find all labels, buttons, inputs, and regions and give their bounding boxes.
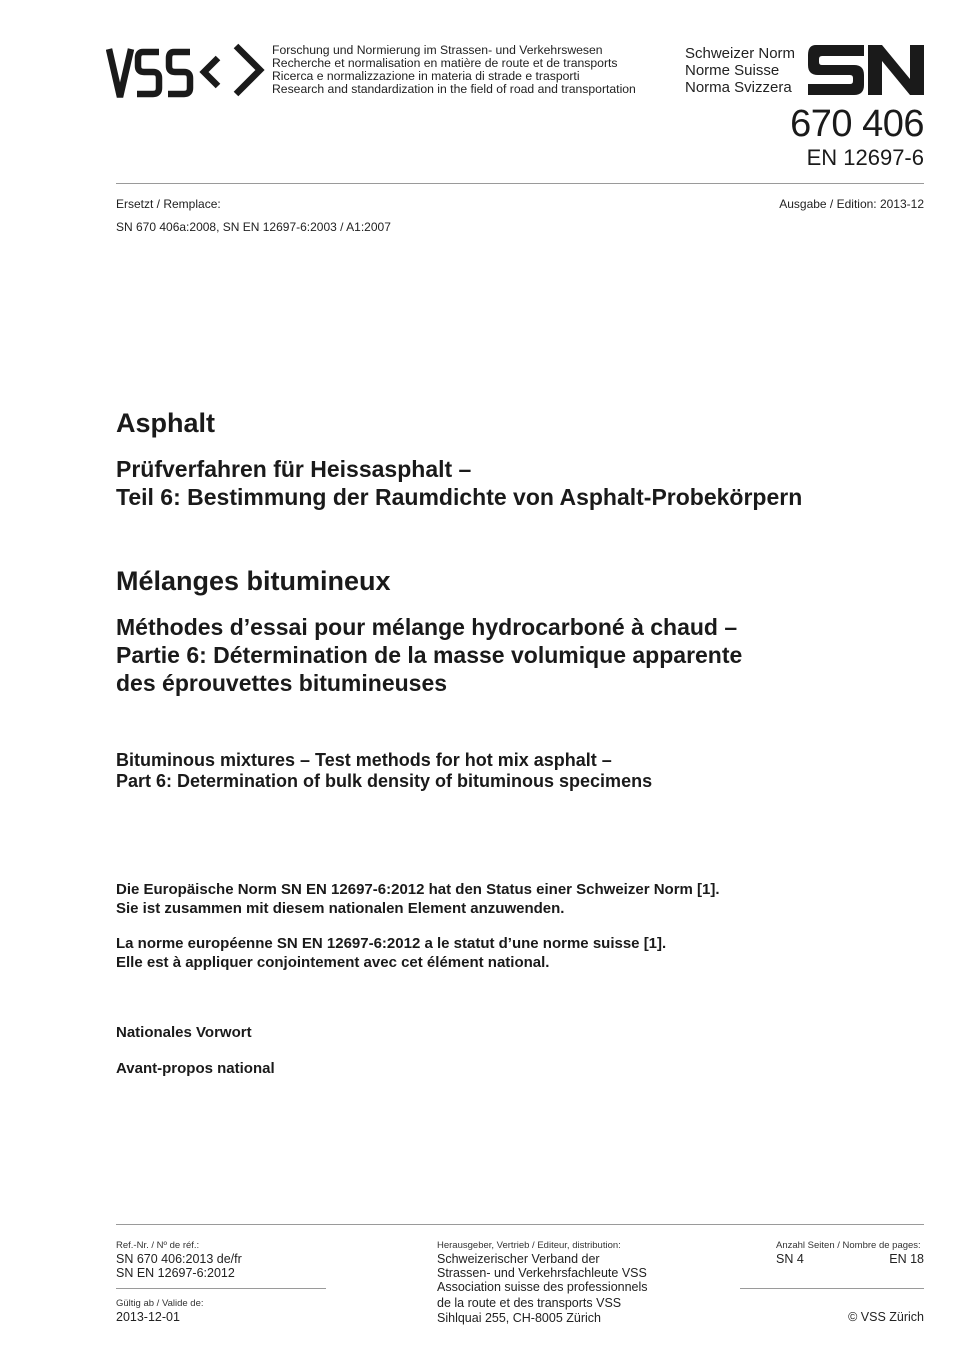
- ref-value: SN EN 12697-6:2012: [116, 1266, 235, 1280]
- title-de-main: Asphalt: [116, 408, 216, 438]
- replaces-value: SN 670 406a:2008, SN EN 12697-6:2003 / A1:2007: [116, 220, 391, 234]
- divider: [116, 183, 924, 184]
- status-fr: La norme européenne SN EN 12697-6:2012 a le statut d’une norme suisse [1].: [116, 935, 667, 952]
- foreword-de-heading: Nationales Vorwort: [116, 1024, 252, 1041]
- valid-label: Gültig ab / Valide de:: [116, 1298, 204, 1309]
- publisher-label: Herausgeber, Vertrieb / Editeur, distribution:: [437, 1240, 621, 1251]
- pages-en: EN 18: [889, 1252, 924, 1266]
- footer-rule: [740, 1288, 924, 1289]
- footer-rule: [116, 1288, 326, 1289]
- title-fr-sub: Partie 6: Détermination de la masse volumique apparente: [116, 642, 743, 668]
- title-de-sub: Teil 6: Bestimmung der Raumdichte von Asphalt-Probekörpern: [116, 484, 803, 510]
- title-fr-main: Mélanges bitumineux: [116, 566, 391, 596]
- foreword-fr-heading: Avant-propos national: [116, 1060, 275, 1077]
- publisher-line: Sihlquai 255, CH-8005 Zürich: [437, 1311, 601, 1325]
- norm-type-names: [685, 45, 795, 96]
- title-fr-sub: Méthodes d’essai pour mélange hydrocarboné à chaud –: [116, 614, 738, 640]
- en-reference: EN 12697-6: [806, 145, 924, 170]
- publisher-line: Schweizerischer Verband der: [437, 1252, 600, 1266]
- title-fr-sub: des éprouvettes bitumineuses: [116, 670, 448, 696]
- title-de-sub: Prüfverfahren für Heissasphalt –: [116, 456, 472, 482]
- pages-sn: SN 4: [776, 1252, 804, 1266]
- organization-description: [272, 44, 636, 96]
- sn-logo: [808, 45, 924, 95]
- title-en: Part 6: Determination of bulk density of bituminous specimens: [116, 771, 653, 791]
- footer-divider: [116, 1224, 924, 1225]
- ref-label: Ref.-Nr. / Nº de réf.:: [116, 1240, 200, 1251]
- valid-value: 2013-12-01: [116, 1310, 180, 1324]
- org-line: Recherche et normalisation en matière de route et de transports: [272, 56, 618, 70]
- org-line: Ricerca e normalizzazione in materia di strade e trasporti: [272, 69, 580, 83]
- copyright: © VSS Zürich: [848, 1310, 924, 1324]
- publisher-line: Strassen- und Verkehrsfachleute VSS: [437, 1266, 647, 1280]
- org-line: Forschung und Normierung im Strassen- und Verkehrswesen: [272, 43, 603, 57]
- norm-name: Norme Suisse: [685, 62, 780, 79]
- status-de: Sie ist zusammen mit diesem nationalen Element anzuwenden.: [116, 900, 565, 917]
- vss-logo: [106, 42, 266, 104]
- status-de: Die Europäische Norm SN EN 12697-6:2012 hat den Status einer Schweizer Norm [1].: [116, 881, 720, 898]
- edition: Ausgabe / Edition: 2013-12: [779, 197, 924, 211]
- org-line: Research and standardization in the field of road and transportation: [272, 82, 636, 96]
- ref-value: SN 670 406:2013 de/fr: [116, 1252, 242, 1266]
- replaces-label: Ersetzt / Remplace:: [116, 197, 221, 211]
- norm-name: Schweizer Norm: [685, 45, 796, 62]
- title-en: Bituminous mixtures – Test methods for hot mix asphalt –: [116, 750, 612, 770]
- pages-label: Anzahl Seiten / Nombre de pages:: [776, 1240, 921, 1251]
- standard-number: 670 406: [790, 103, 924, 145]
- status-fr: Elle est à appliquer conjointement avec cet élément national.: [116, 954, 550, 971]
- publisher-line: Association suisse des professionnels: [437, 1280, 648, 1294]
- norm-name: Norma Svizzera: [685, 79, 792, 96]
- publisher-line: de la route et des transports VSS: [437, 1296, 622, 1310]
